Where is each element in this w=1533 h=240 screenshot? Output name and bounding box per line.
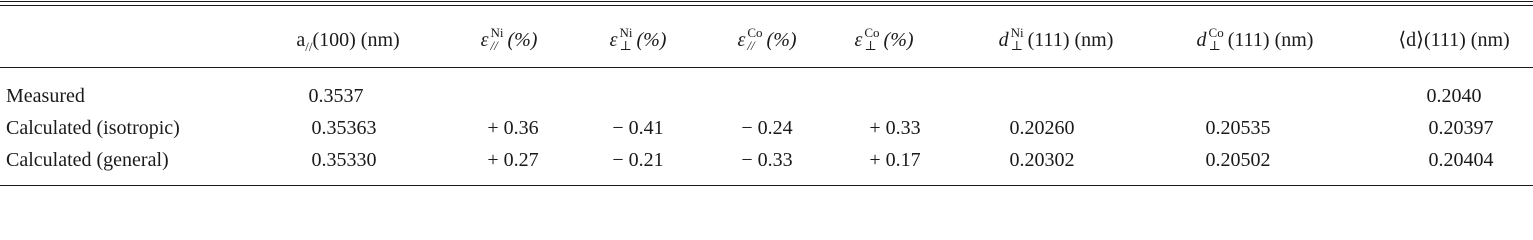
header-d-perp-ni: d Ni ⊥ (111) (nm) <box>998 25 1114 54</box>
cell-isotropic-a: 0.35363 <box>311 117 377 139</box>
header-d-mean: ⟨d⟩(111) (nm) <box>1398 29 1510 51</box>
header-eps-perp-co: ε Co ⊥ (%) <box>854 25 914 54</box>
cell-general-eps-par-co: − 0.33 <box>741 149 793 171</box>
cell-general-d-perp-ni: 0.20302 <box>1009 149 1075 171</box>
header-eps-parallel-co: ε Co // (%) <box>737 25 797 54</box>
cell-general-d-mean: 0.20404 <box>1428 149 1494 171</box>
cell-general-a: 0.35330 <box>311 149 377 171</box>
cell-measured-d-mean: 0.2040 <box>1426 85 1482 107</box>
cell-measured-a: 0.3537 <box>308 85 364 107</box>
cell-isotropic-d-perp-ni: 0.20260 <box>1009 117 1075 139</box>
header-eps-parallel-ni: ε Ni // (%) <box>480 25 538 54</box>
cell-isotropic-eps-perp-co: + 0.33 <box>869 117 921 139</box>
row-label-isotropic: Calculated (isotropic) <box>6 117 180 139</box>
cell-general-eps-perp-ni: − 0.21 <box>612 149 664 171</box>
cell-isotropic-eps-perp-ni: − 0.41 <box>612 117 664 139</box>
row-label-general: Calculated (general) <box>6 149 169 171</box>
header-a-parallel: $a_{//}(100)$ (nm) <box>296 29 400 54</box>
row-label-measured: Measured <box>6 85 85 107</box>
cell-general-eps-par-ni: + 0.27 <box>487 149 539 171</box>
cell-isotropic-eps-par-co: − 0.24 <box>741 117 793 139</box>
bottom-rule <box>0 185 1533 186</box>
cell-general-d-perp-co: 0.20502 <box>1205 149 1271 171</box>
top-rule-outer <box>0 1 1533 2</box>
header-eps-perp-ni: ε Ni ⊥ (%) <box>609 25 667 54</box>
header-d-perp-co: d Co ⊥ (111) (nm) <box>1196 25 1314 54</box>
cell-isotropic-eps-par-ni: + 0.36 <box>487 117 539 139</box>
top-rule-inner <box>0 5 1533 6</box>
cell-general-eps-perp-co: + 0.17 <box>869 149 921 171</box>
header-rule <box>0 67 1533 68</box>
cell-isotropic-d-mean: 0.20397 <box>1428 117 1494 139</box>
cell-isotropic-d-perp-co: 0.20535 <box>1205 117 1271 139</box>
